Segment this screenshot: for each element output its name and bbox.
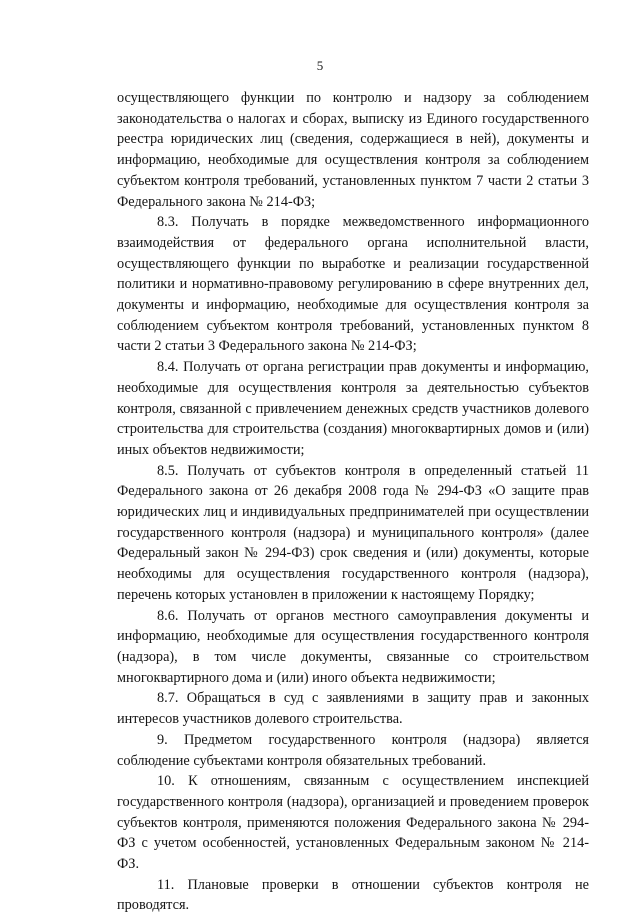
paragraph-9: 9. Предметом государственного контроля (надзора) является соблюдение субъектами контроля обязательных требований.	[117, 731, 589, 769]
paragraph-8-4: 8.4. Получать от органа регистрации прав документы и информацию, необходимые для осуществления контроля за деятельностью субъектов контроля, связанной с привлечением денежных средств участников долевого строительства для строительства (создания) многоквартирных домов и (или) иных объектов недвижимости;	[117, 359, 589, 458]
document-body	[117, 88, 589, 916]
paragraph-8-3: 8.3. Получать в порядке межведомственного информационного взаимодействия от федерального органа исполнительной власти, осуществляющего функции по выработке и реализации государственной политики и нормативно-правовому регулированию в сфере внутренних дел, документы и информацию, необходимые для осуществления контроля за соблюдением субъектом контроля требований, установленных пунктом 8 части 2 статьи 3 Федерального закона № 214-ФЗ;	[117, 214, 589, 355]
paragraph-10: 10. К отношениям, связанным с осуществлением инспекцией государственного контроля (надзора), организацией и проведением проверок субъектов контроля, применяются положения Федерального закона № 294-ФЗ с учетом особенностей, установленных Федеральным законом № 214-ФЗ.	[117, 773, 589, 873]
paragraph-8-5: 8.5. Получать от субъектов контроля в определенный статьей 11 Федерального закона от 26 декабря 2008 года № 294-ФЗ «О защите прав юридических лиц и индивидуальных предпринимателей при осуществлении государственного контроля (надзора) и муниципального контроля» (далее Федеральный закон № 294-ФЗ) срок сведения и (или) документы, которые необходимы для осуществления государственного контроля (надзора), перечень которых установлен в приложении к настоящему Порядку;	[117, 462, 589, 603]
paragraph-8-7: 8.7. Обращаться в суд с заявлениями в защиту прав и законных интересов участников долевого строительства.	[117, 690, 589, 728]
page-number: 5	[316, 58, 324, 73]
paragraph-8-6: 8.6. Получать от органов местного самоуправления документы и информацию, необходимые для осуществления государственного контроля (надзора), в том числе документы, связанные со строительством многоквартирного дома и (или) иного объекта недвижимости;	[117, 607, 589, 686]
paragraph-continuation: осуществляющего функции по контролю и надзору за соблюдением законодательства о налогах и сборах, выписку из Единого государственного реестра юридических лиц (сведения, содержащиеся в ней), документы и информацию, необходимые для осуществления контроля за соблюдением субъектом контроля требований, установленных пунктом 7 части 2 статьи 3 Федерального закона № 214-ФЗ;	[117, 90, 589, 210]
paragraph-11: 11. Плановые проверки в отношении субъектов контроля не проводятся.	[117, 876, 589, 914]
